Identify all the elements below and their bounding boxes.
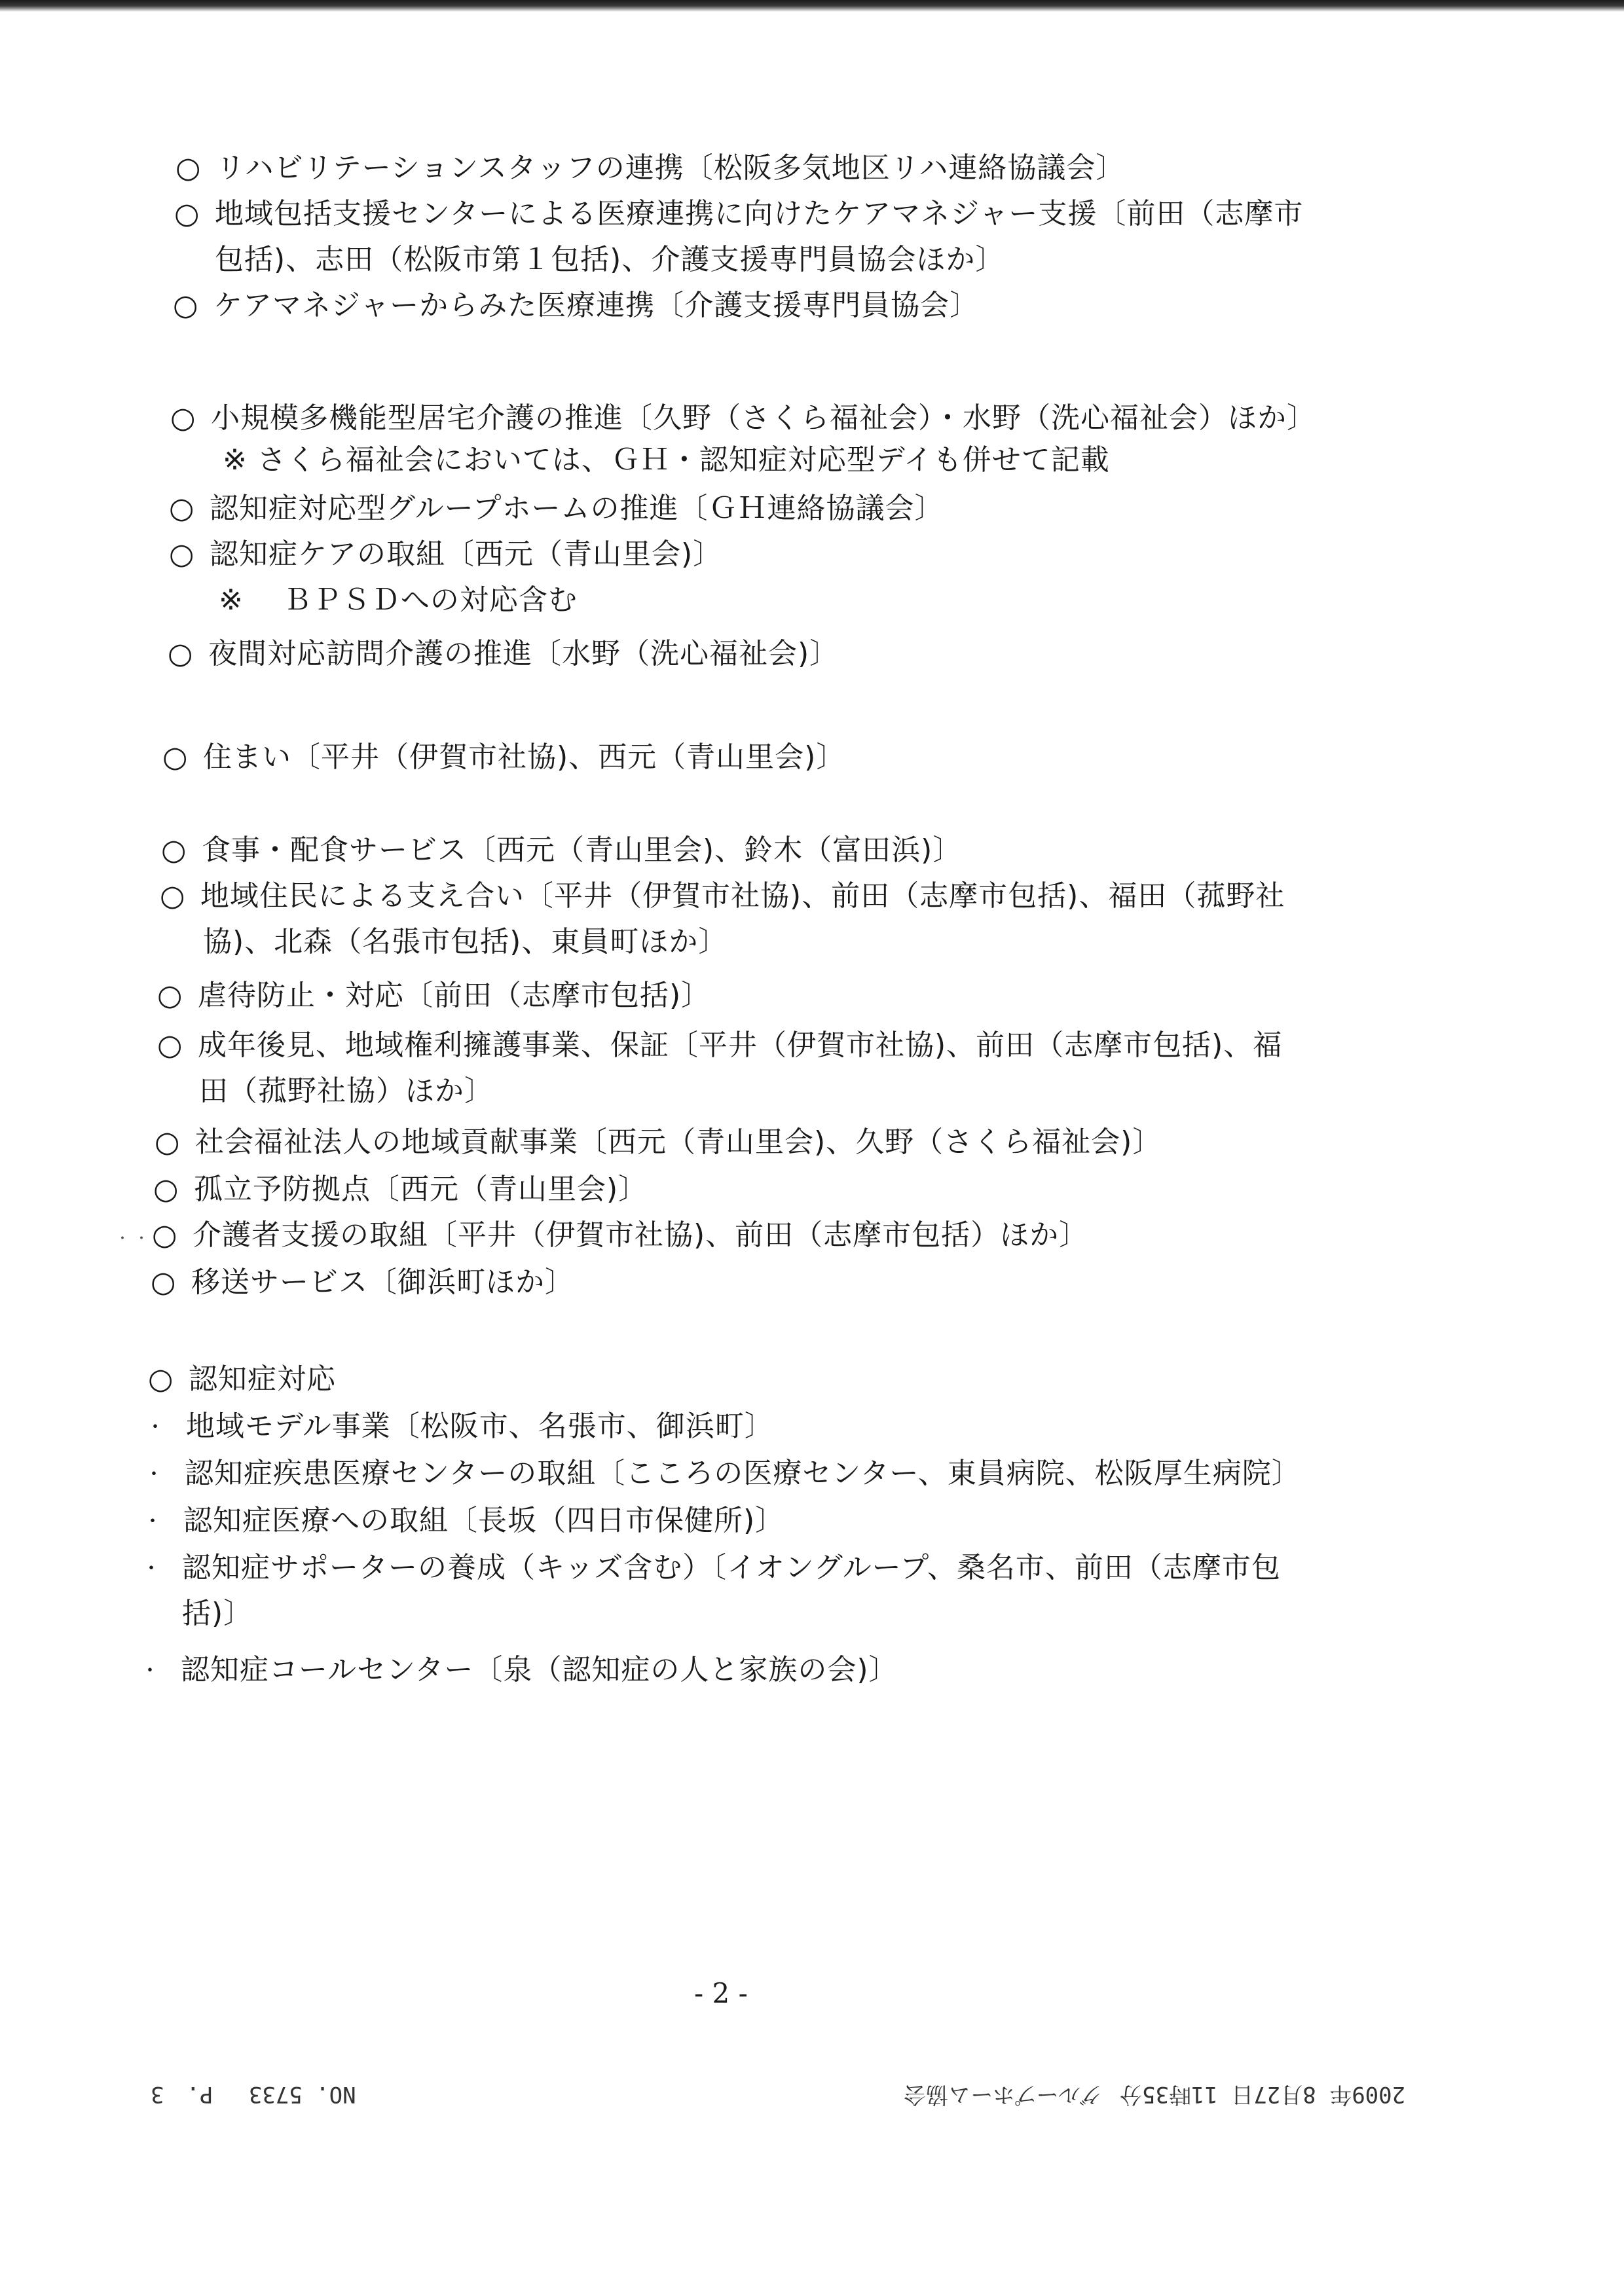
item-text: 田（菰野社協）ほか〕 [199,1074,494,1108]
sub-list-item-continuation [182,1596,253,1631]
item-text: 成年後見、地域権利擁護事業、保証〔平井（伊賀市社協)、前田（志摩市包括)、福 [198,1029,1283,1062]
item-text: 認知症コールセンター〔泉（認知症の人と家族の会)〕 [181,1653,898,1686]
item-text: 社会福祉法人の地域貢献事業〔西元（青山里会)、久野（さくら福祉会)〕 [195,1125,1162,1159]
sub-list-item [143,1503,784,1540]
circle-bullet-icon: ○ [161,833,187,867]
circle-bullet-icon: ○ [169,538,195,571]
circle-bullet-icon: ○ [175,151,202,185]
page-number: - 2 - [694,1977,748,2009]
item-text: 認知症ケアの取組〔西元（青山里会)〕 [210,538,723,571]
item-text: 括)〕 [182,1597,253,1630]
fax-timestamp: 2009年 8月27日 11時35分 [1120,2081,1406,2107]
list-item [161,833,962,868]
note-text: ※ ＢＰＳＤへの対応含む [219,583,578,617]
circle-bullet-icon: ○ [155,1125,181,1159]
sub-list-item [140,1652,898,1689]
list-item [152,1218,1088,1253]
item-text: 夜間対応訪問介護の推進〔水野（洗心福祉会)〕 [208,637,840,670]
fax-page-info: NO. 5733 P. 3 [151,2081,356,2107]
item-text: ケアマネジャーからみた医療連携〔介護支援専門員協会〕 [213,289,980,322]
dot-bullet-icon: ・ [143,1510,163,1533]
item-text: 地域モデル事業〔松阪市、名張市、御浜町〕 [186,1410,774,1443]
item-text: 移送サービス〔御浜町ほか〕 [191,1266,574,1299]
item-text: リハビリテーションスタッフの連携〔松阪多気地区リハ連絡協議会〕 [216,151,1126,185]
list-item [157,1028,1282,1063]
note [223,443,1110,478]
item-text: 認知症対応型グループホームの推進〔ＧＨ連絡協議会〕 [210,492,944,525]
circle-bullet-icon: ○ [148,1362,174,1396]
item-text: 協)、北森（名張市包括)、東員町ほか〕 [203,925,728,958]
list-item [173,288,979,323]
sub-list-item [145,1409,774,1446]
list-item [174,196,1303,232]
item-text: 包括)、志田（松阪市第１包括)、介護支援専門員協会ほか〕 [215,243,1005,276]
circle-bullet-icon: ○ [168,637,194,670]
list-item-continuation [215,242,1005,278]
sub-list-item [144,1456,1301,1493]
list-item [169,537,722,572]
item-text: 地域住民による支え合い〔平井（伊賀市社協)、前田（志摩市包括)、福田（菰野社 [200,879,1285,913]
circle-bullet-icon: ○ [157,1029,183,1062]
list-item [155,1125,1162,1160]
list-item [175,151,1125,186]
circle-bullet-icon: ○ [162,740,189,774]
circle-bullet-icon: ○ [174,197,200,230]
dot-bullet-icon: ・ [145,1416,166,1439]
circle-bullet-icon: ○ [151,1266,177,1299]
note-text: ※ さくら福祉会においては、ＧＨ・認知症対応型デイも併せて記載 [223,443,1110,477]
list-item-continuation [199,1074,494,1109]
item-text: 食事・配食サービス〔西元（青山里会)、鈴木（富田浜)〕 [202,833,963,867]
dot-bullet-icon: ・ [144,1463,164,1486]
item-text: 孤立予防拠点〔西元（青山里会)〕 [194,1173,648,1206]
list-item [170,401,1316,436]
item-text: 虐待防止・対応〔前田（志摩市包括)〕 [198,979,711,1012]
note [219,583,578,618]
item-text: 小規模多機能型居宅介護の推進〔久野（さくら福祉会）・水野（洗心福祉会）ほか〕 [211,401,1316,435]
circle-bullet-icon: ○ [152,1218,178,1252]
list-item-continuation [203,924,728,960]
dot-bullet-icon: ・ [140,1660,160,1683]
stray-marks: ・ ・ [115,1231,149,1247]
item-text: 認知症対応 [189,1362,336,1396]
fax-sender: グループホーム協会 [904,2081,1103,2107]
circle-bullet-icon: ○ [169,492,195,525]
list-item [168,636,839,672]
list-item [162,740,845,775]
item-text: 介護者支援の取組〔平井（伊賀市社協)、前田（志摩市包括）ほか〕 [193,1218,1089,1252]
item-text: 認知症疾患医療センターの取組〔こころの医療センター、東員病院、松阪厚生病院〕 [185,1457,1301,1490]
circle-bullet-icon: ○ [160,879,186,913]
list-item [148,1362,336,1397]
item-text: 地域包括支援センターによる医療連携に向けたケアマネジャー支援〔前田（志摩市 [215,197,1304,230]
dot-bullet-icon: ・ [141,1558,162,1580]
list-item [151,1265,574,1300]
item-text: 認知症医療への取組〔長坂（四日市保健所)〕 [183,1504,785,1537]
sub-list-item [141,1550,1281,1587]
circle-bullet-icon: ○ [157,979,183,1012]
item-text: 認知症サポーターの養成（キッズ含む）〔イオングループ、桑名市、前田（志摩市包 [182,1551,1281,1584]
list-item [160,879,1285,914]
list-item [153,1172,648,1207]
list-item [169,491,944,526]
circle-bullet-icon: ○ [170,401,196,435]
circle-bullet-icon: ○ [153,1173,179,1206]
item-text: 住まい〔平井（伊賀市社協)、西元（青山里会)〕 [203,740,846,774]
circle-bullet-icon: ○ [173,289,199,322]
list-item [157,978,710,1013]
